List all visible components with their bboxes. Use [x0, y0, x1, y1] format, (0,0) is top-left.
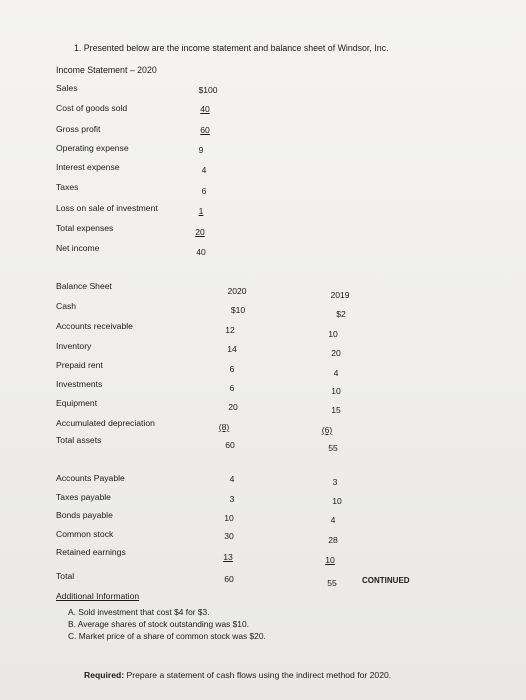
bs-2020-accumulated-depreciation: (8)	[218, 422, 230, 432]
bs-2020-equipment: 20	[228, 402, 238, 412]
is-value-operating-expense: 9	[198, 145, 204, 155]
bs-2019-prepaid-rent: 4	[333, 368, 339, 378]
is-label-interest-expense: Interest expense	[56, 162, 120, 172]
is-label-cogs: Cost of goods sold	[56, 103, 128, 113]
bs-2019-investments: 10	[331, 386, 341, 396]
bs-col-2019: 2019	[330, 290, 350, 300]
bs-label-equipment: Equipment	[56, 398, 98, 408]
bs-2019-total: 55	[327, 578, 337, 588]
additional-info-heading: Additional Information	[56, 591, 140, 601]
is-label-total-expenses: Total expenses	[56, 223, 114, 233]
bs-2020-total-assets: 60	[225, 440, 235, 450]
bs-label-accumulated-depreciation: Accumulated depreciation	[56, 418, 155, 428]
question-title: 1. Presented below are the income statement and balance sheet of Windsor, Inc.	[74, 43, 389, 53]
bs-label-cash: Cash	[56, 301, 77, 311]
bs-2020-accounts-receivable: 12	[225, 325, 235, 335]
bs-label-prepaid-rent: Prepaid rent	[56, 360, 103, 370]
balance-sheet-heading: Balance Sheet	[56, 281, 112, 291]
is-value-taxes: 6	[201, 186, 207, 196]
bs-2020-bonds-payable: 10	[224, 513, 234, 523]
bs-2019-accumulated-depreciation: (6)	[321, 425, 333, 435]
is-value-gross-profit: 60	[200, 125, 210, 135]
bs-col-2020: 2020	[227, 286, 247, 296]
is-value-sales: $100	[198, 85, 218, 95]
additional-info-item-b: B. Average shares of stock outstanding was $10.	[68, 619, 249, 629]
bs-2020-accounts-payable: 4	[229, 474, 235, 484]
additional-info-item-c: C. Market price of a share of common stock was $20.	[68, 631, 266, 641]
is-label-gross-profit: Gross profit	[56, 124, 101, 134]
bs-2019-taxes-payable: 10	[332, 496, 342, 506]
bs-2019-bonds-payable: 4	[330, 515, 336, 525]
is-value-loss-on-sale: 1	[198, 206, 204, 216]
bs-2019-equipment: 15	[331, 405, 341, 415]
bs-2020-cash: $10	[230, 305, 246, 315]
bs-2019-inventory: 20	[331, 348, 341, 358]
is-label-sales: Sales	[56, 83, 78, 93]
bs-2019-retained-earnings: 10	[325, 555, 335, 565]
bs-label-retained-earnings: Retained earnings	[56, 547, 126, 557]
additional-info-item-a: A. Sold investment that cost $4 for $3.	[68, 607, 210, 617]
is-label-operating-expense: Operating expense	[56, 143, 129, 153]
bs-label-accounts-receivable: Accounts receivable	[56, 321, 133, 331]
bs-2019-total-assets: 55	[328, 443, 338, 453]
is-label-net-income: Net income	[56, 243, 100, 253]
is-label-loss-on-sale: Loss on sale of investment	[56, 203, 158, 213]
is-value-interest-expense: 4	[201, 165, 207, 175]
bs-2020-prepaid-rent: 6	[229, 364, 235, 374]
bs-label-total: Total	[56, 571, 75, 581]
bs-2019-cash: $2	[336, 309, 346, 319]
required-statement	[84, 671, 391, 680]
bs-2020-total: 60	[224, 574, 234, 584]
bs-2019-accounts-receivable: 10	[328, 329, 338, 339]
bs-label-accounts-payable: Accounts Payable	[56, 473, 125, 483]
is-value-total-expenses: 20	[195, 227, 205, 237]
required-label: Required:	[84, 670, 125, 680]
bs-2019-accounts-payable: 3	[332, 477, 338, 487]
bs-2020-common-stock: 30	[224, 531, 234, 541]
bs-2020-retained-earnings: 13	[223, 552, 233, 562]
bs-label-investments: Investments	[56, 379, 103, 389]
bs-label-common-stock: Common stock	[56, 529, 114, 539]
is-value-cogs: 40	[200, 104, 210, 114]
bs-2019-common-stock: 28	[328, 535, 338, 545]
bs-label-taxes-payable: Taxes payable	[56, 492, 111, 502]
required-text: Prepare a statement of cash flows using the indirect method for 2020.	[124, 670, 392, 680]
income-statement-heading: Income Statement – 2020	[56, 65, 157, 75]
bs-label-total-assets: Total assets	[56, 435, 102, 445]
is-value-net-income: 40	[196, 247, 206, 257]
bs-2020-investments: 6	[229, 383, 235, 393]
bs-2020-taxes-payable: 3	[229, 494, 235, 504]
is-label-taxes: Taxes	[56, 182, 79, 192]
bs-label-bonds-payable: Bonds payable	[56, 510, 113, 520]
bs-label-inventory: Inventory	[56, 341, 92, 351]
bs-2020-inventory: 14	[227, 344, 237, 354]
continued-label: CONTINUED	[362, 576, 410, 585]
